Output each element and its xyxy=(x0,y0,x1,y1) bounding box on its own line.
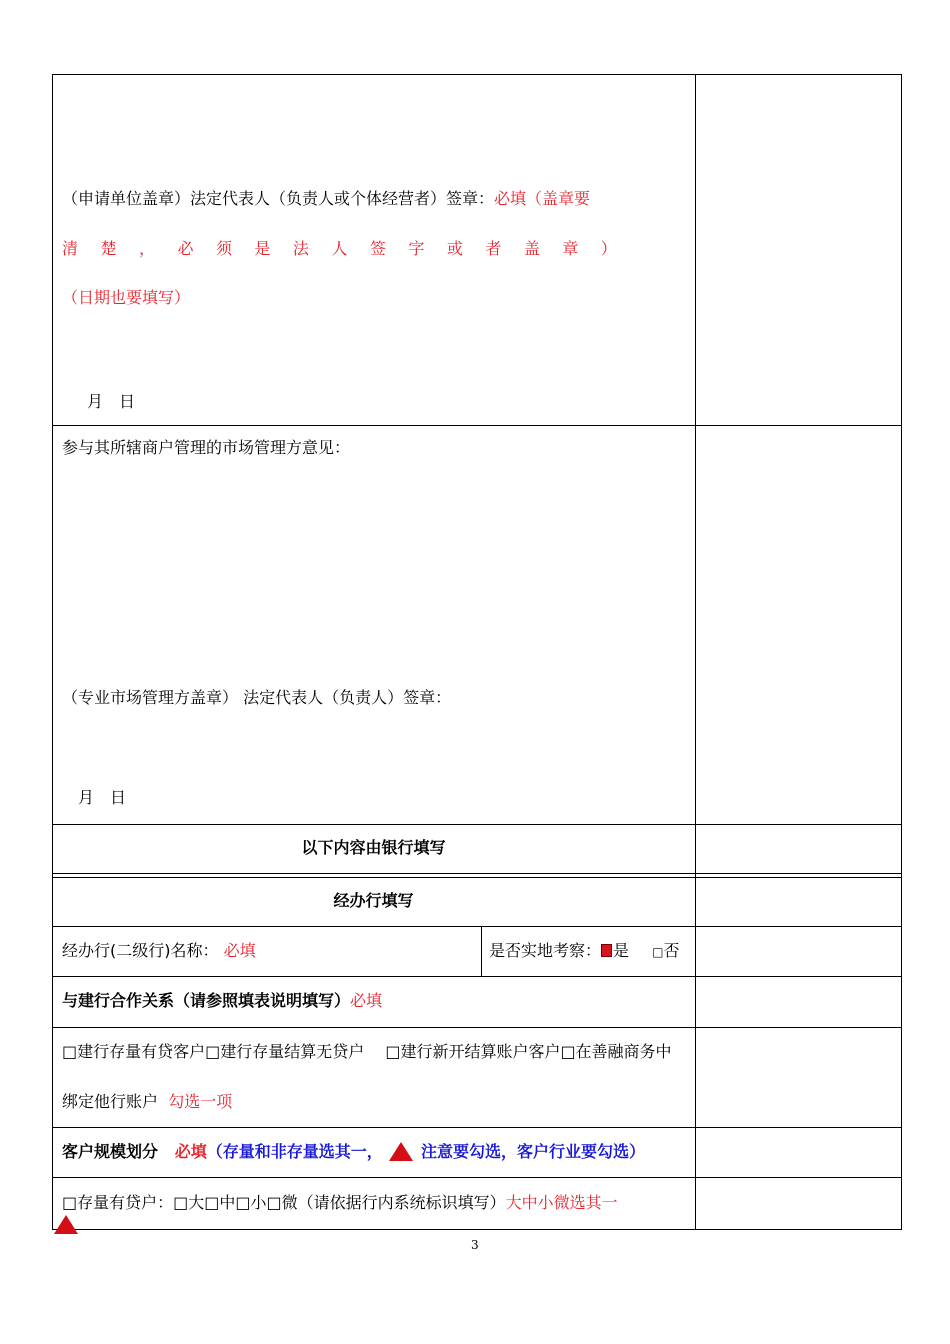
date-placeholder: 月 日 xyxy=(87,392,136,411)
required-note-char: ， xyxy=(138,239,155,258)
required-note-char: 是 xyxy=(254,239,271,258)
existing-loan-options[interactable]: □存量有贷户：□大□中□小□微（请依据行内系统标识填写） xyxy=(62,1193,506,1212)
required-note-char: 者 xyxy=(485,239,502,258)
option-yes-label: 是 xyxy=(613,941,630,960)
row-divider xyxy=(52,1027,902,1028)
required-note-char: ） xyxy=(600,239,617,258)
warning-triangle-icon xyxy=(389,1142,413,1161)
row-divider xyxy=(52,877,902,878)
scale-header xyxy=(62,1142,383,1162)
required-note-char: 须 xyxy=(215,239,232,258)
row-divider xyxy=(52,1177,902,1178)
cooperation-options[interactable]: □建行存量有贷客户□建行存量结算无贷户 □建行新开结算账户客户□在善融商务中 xyxy=(62,1042,672,1061)
cooperation-hint: 勾选一项 xyxy=(168,1092,233,1111)
required-note: 必填（盖章要 xyxy=(494,189,591,208)
required-note-char: 或 xyxy=(446,239,463,258)
page-number: 3 xyxy=(471,1238,479,1252)
scale-note-continued: 注意要勾选，客户行业要勾选） xyxy=(421,1142,646,1161)
site-inspection-label: 是否实地考察： xyxy=(489,941,602,960)
required-note-justified xyxy=(62,239,617,259)
table-right-border xyxy=(901,74,902,1230)
scale-label: 客户规模划分 xyxy=(62,1142,159,1161)
required-note-char: 必 xyxy=(177,239,194,258)
table-left-border xyxy=(52,74,53,1230)
table-bottom-border xyxy=(52,1229,902,1230)
row-divider xyxy=(52,1127,902,1128)
checkbox-unchecked-icon[interactable]: □ xyxy=(652,945,664,959)
required-note-char: 章 xyxy=(562,239,579,258)
market-opinion-label: 参与其所辖商户管理的市场管理方意见： xyxy=(62,438,351,457)
required-note-char: 人 xyxy=(331,239,348,258)
scale-hint: 大中小微选其一 xyxy=(505,1193,618,1212)
bank-section-header: 以下内容由银行填写 xyxy=(301,838,446,857)
checkbox-checked-icon[interactable] xyxy=(601,944,612,957)
date-placeholder: 月 日 xyxy=(78,788,127,807)
cooperation-option-text[interactable]: 绑定他行账户 xyxy=(62,1092,159,1111)
cooperation-options-continued xyxy=(62,1092,232,1112)
market-signature-label: （专业市场管理方盖章） 法定代表人（负责人）签章： xyxy=(62,688,452,707)
required-note-char: 字 xyxy=(408,239,425,258)
row-divider xyxy=(52,976,902,977)
row-divider xyxy=(52,824,902,825)
column-divider xyxy=(695,74,696,1230)
required-note-char: 盖 xyxy=(523,239,540,258)
cooperation-label: 与建行合作关系（请参照填表说明填写） xyxy=(62,991,351,1010)
required-mark: 必填 xyxy=(174,1142,207,1161)
applicant-signature-label: （申请单位盖章）法定代表人（负责人或个体经营者）签章： xyxy=(62,189,495,208)
applicant-signature-line xyxy=(62,189,590,209)
required-note-char: 清 xyxy=(62,239,79,258)
required-mark: 必填 xyxy=(350,991,383,1010)
handling-bank-header: 经办行填写 xyxy=(333,891,414,910)
cooperation-header xyxy=(62,991,382,1011)
handling-bank-name-field[interactable] xyxy=(62,941,256,961)
existing-loan-customer-line[interactable] xyxy=(62,1193,618,1213)
scale-note: （存量和非存量选其一， xyxy=(206,1142,383,1161)
handling-bank-label: 经办行(二级行)名称： xyxy=(62,941,219,960)
site-inspection-field xyxy=(489,941,679,962)
row-divider xyxy=(52,873,902,874)
cell-divider xyxy=(481,926,482,977)
row-divider xyxy=(52,926,902,927)
date-note: （日期也要填写） xyxy=(62,288,191,307)
row-divider xyxy=(52,425,902,426)
required-note-char: 法 xyxy=(292,239,309,258)
required-note-char: 签 xyxy=(369,239,386,258)
option-no-label: 否 xyxy=(663,941,680,960)
table-top-border xyxy=(52,74,902,75)
warning-triangle-icon xyxy=(54,1215,78,1234)
required-note-char: 楚 xyxy=(100,239,117,258)
required-mark: 必填 xyxy=(223,941,256,960)
